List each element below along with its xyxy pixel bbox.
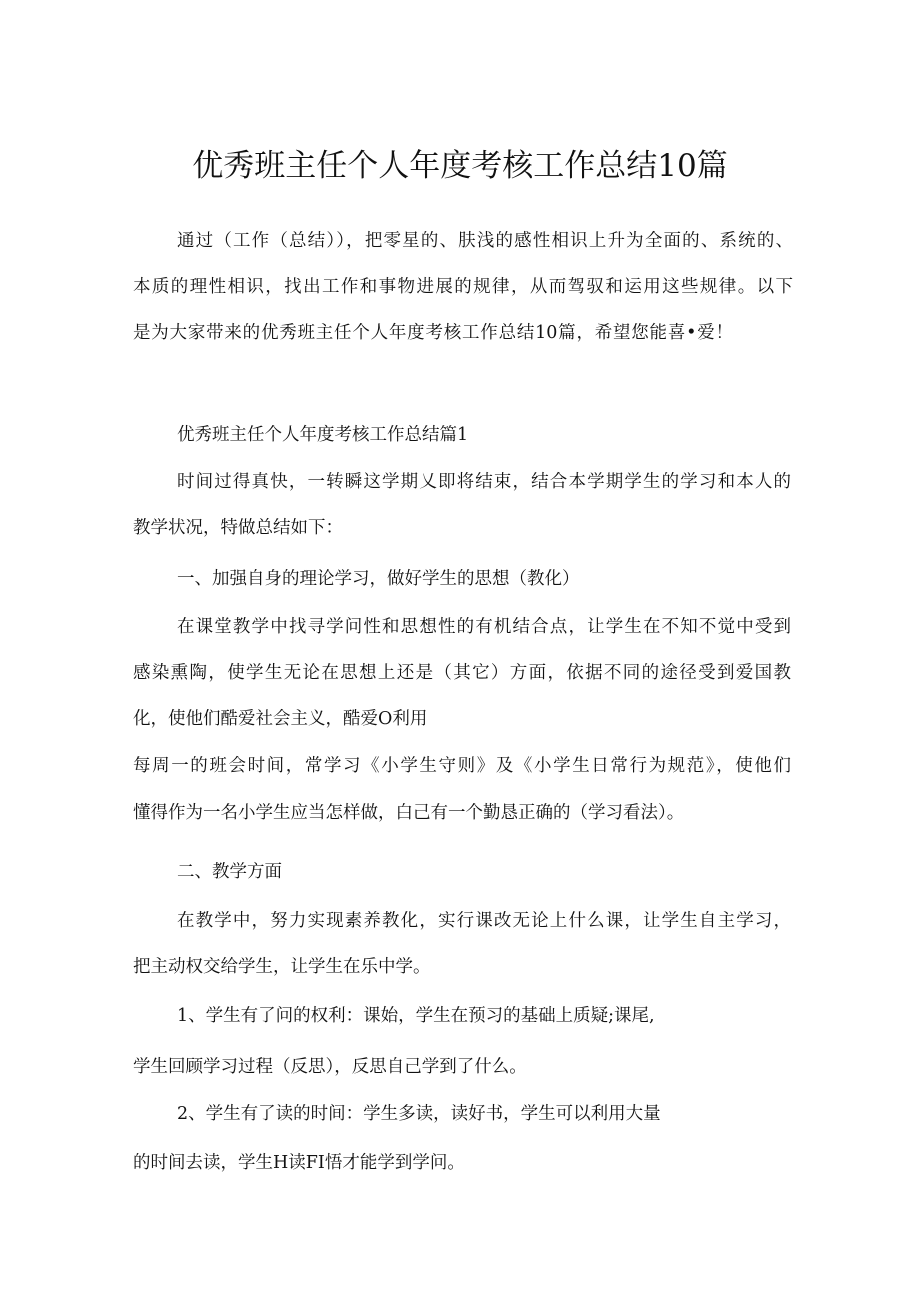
subheading-1: 一、加强自身的理论学习，做好学生的思想（教化） xyxy=(177,569,580,589)
intro-line-2: 本质的理性相识，找出工作和事物进展的规律，从而驾驭和运用这些规律。以下 xyxy=(133,277,793,297)
paragraph-line: 懂得作为一名小学生应当怎样做，白己有一个勤恳正确的（学习看法）。 xyxy=(133,803,685,823)
paragraph-line: 化，使他们酷爱社会主义，酷爱O利用 xyxy=(133,709,428,729)
paragraph-line: 时间过得真快，一转瞬这学期乂即将结束，结合本学期学生的学习和本人的 xyxy=(177,472,791,492)
paragraph-line: 感染熏陶，使学生无论在思想上还是（其它）方面，依据不同的途径受到爱国教 xyxy=(133,663,791,683)
paragraph-line: 教学状况，特做总结如下： xyxy=(133,518,343,538)
paragraph-line: 在课堂教学中找寻学问性和思想性的有机结合点，让学生在不知不觉中受到 xyxy=(177,617,791,637)
subheading-2: 二、教学方面 xyxy=(177,862,282,882)
list-item-2: 2、学生有了读的时间：学生多读，读好书，学生可以利用大量 xyxy=(177,1104,661,1124)
paragraph-line: 每周一的班会时间，常学习《小学生守则》及《小学生日常行为规范》，使他们 xyxy=(133,756,791,776)
document-title: 优秀班主任个人年度考核工作总结10篇 xyxy=(192,148,728,184)
section-heading-1: 优秀班主任个人年度考核工作总结篇1 xyxy=(177,425,469,445)
list-item-1-continuation: 学生回顾学习过程（反思），反思自己学到了什么。 xyxy=(133,1057,527,1077)
list-item-2-continuation: 的时间去读，学生H读FI悟才能学到学问。 xyxy=(133,1153,465,1173)
intro-line-3: 是为大家带来的优秀班主任个人年度考核工作总结10篇，希望您能喜•爱！ xyxy=(133,323,733,343)
list-item-1: 1、学生有了问的权利：课始，学生在预习的基础上质疑;课尾, xyxy=(177,1006,655,1026)
paragraph-line: 把主动权交给学生，让学生在乐中学。 xyxy=(133,957,431,977)
intro-line-1: 通过（工作（总结）），把零星的、肤浅的感性相识上升为全面的、系统的、 xyxy=(177,231,793,251)
paragraph-line: 在教学中，努力实现素养教化，实行课改无论上什么课，让学生自主学习， xyxy=(177,911,791,931)
